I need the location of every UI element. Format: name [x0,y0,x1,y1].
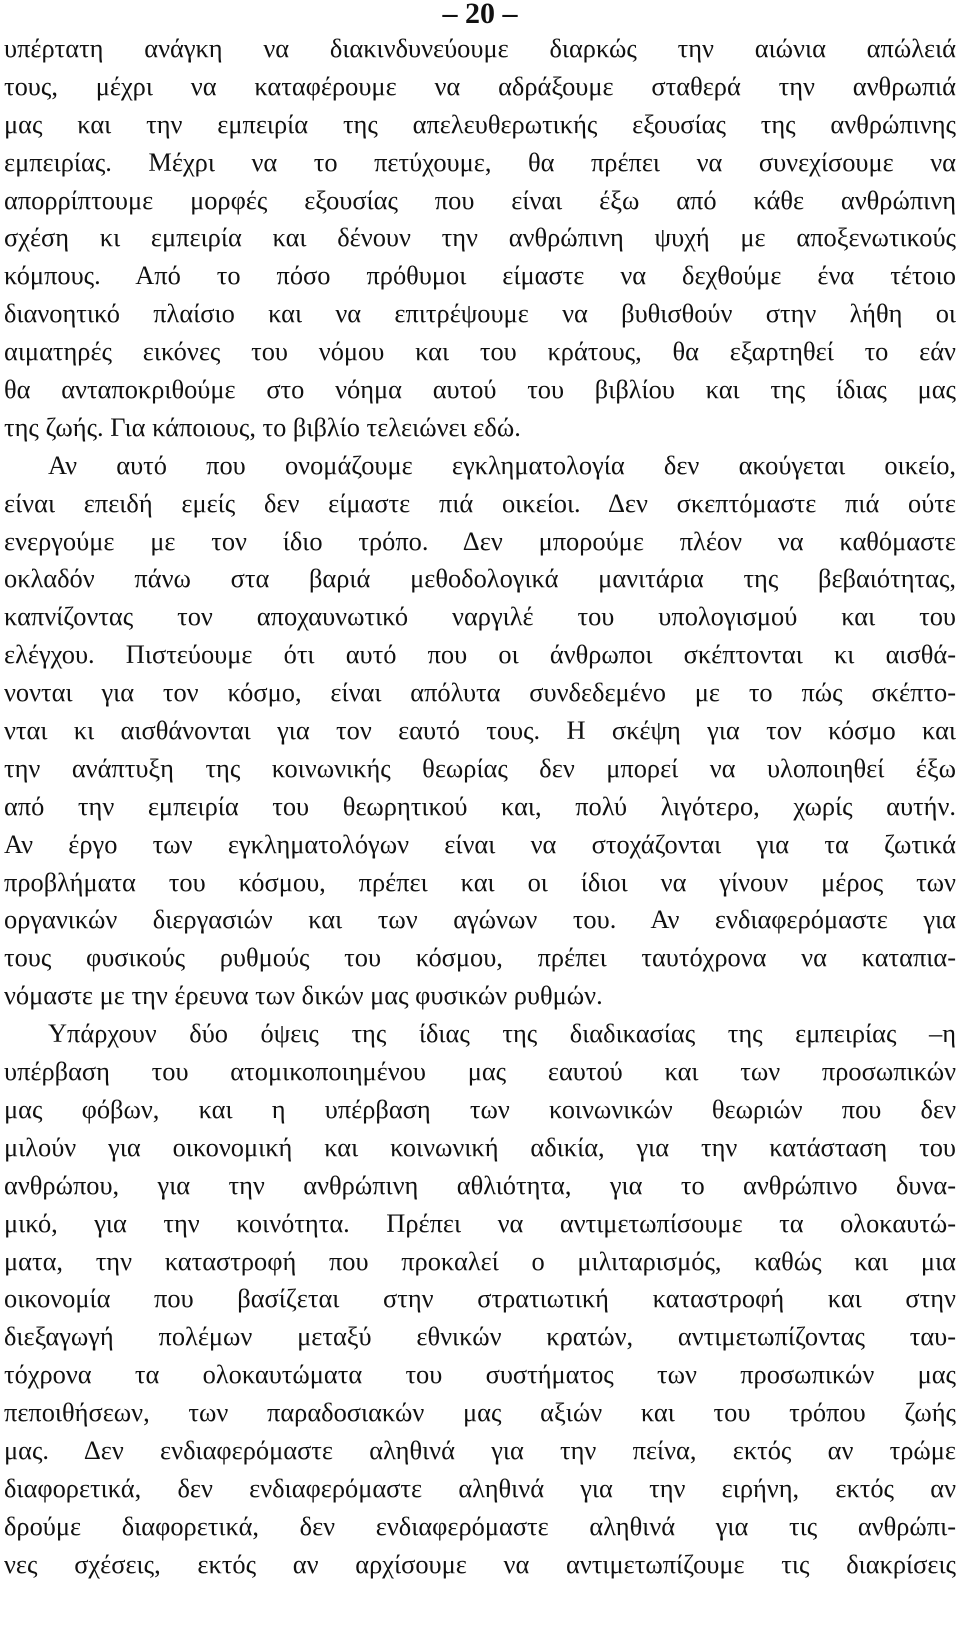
text-line: οκλαδόν πάνω στα βαριά μεθοδολογικά μανιτάρια της βεβαιότητας, [4,563,956,594]
text-line: σχέση κι εμπειρία και δένουν την ανθρώπινη ψυχή με αποξενωτικούς [4,222,956,253]
text-line: νόμαστε με την έρευνα των δικών μας φυσικών ρυθμών. [4,980,603,1011]
text-line: ελέγχου. Πιστεύουμε ότι αυτό που οι άνθρωποι σκέπτονται κι αισθά- [4,639,956,670]
text-line: διεξαγωγή πολέμων μεταξύ εθνικών κρατών, αντιμετωπίζοντας ταυ- [4,1321,956,1352]
text-line: νες σχέσεις, εκτός αν αρχίσουμε να αντιμετωπίζουμε τις διακρίσεις [4,1548,956,1579]
text-line: τους φυσικούς ρυθμούς του κόσμου, πρέπει ταυτόχρονα να καταπια- [4,942,956,973]
text-line: διαφορετικά, δεν ενδιαφερόμαστε αληθινά για την ειρήνη, εκτός αν [4,1472,956,1503]
text-line: της ζωής. Για κάποιους, το βιβλίο τελειώνει εδώ. [4,411,521,442]
text-line: Υπάρχουν δύο όψεις της ίδιας της διαδικασίας της εμπειρίας –η [48,1018,956,1049]
text-line: από την εμπειρία του θεωρητικού και, πολύ λιγότερο, χωρίς αυτήν. [4,790,956,821]
text-line: κόμπους. Από το πόσο πρόθυμοι είμαστε να δεχθούμε ένα τέτοιο [4,260,956,291]
text-line: μικό, για την κοινότητα. Πρέπει να αντιμετωπίσουμε τα ολοκαυτώ- [4,1207,956,1238]
text-line: πεποιθήσεων, των παραδοσιακών μας αξιών και του τρόπου ζωής [4,1397,956,1428]
text-line: υπέρτατη ανάγκη να διακινδυνεύουμε διαρκώς την αιώνια απώλειά [4,33,956,63]
text-line: ματα, την καταστροφή που προκαλεί ο μιλιταρισμός, καθώς και μια [4,1245,956,1276]
text-line: τόχρονα τα ολοκαυτώματα του συστήματος των προσωπικών μας [4,1359,956,1390]
text-line: εμπειρίας. Μέχρι να το πετύχουμε, θα πρέπει να συνεχίσουμε να [4,146,956,177]
text-line: είναι επειδή εμείς δεν είμαστε πιά οικείοι. Δεν σκεπτόμαστε πιά ούτε [4,487,956,518]
text-line: τους, μέχρι να καταφέρουμε να αδράξουμε σταθερά την ανθρωπιά [4,70,956,101]
text-line: νονται για τον κόσμο, είναι απόλυτα συνδεδεμένο με το πώς σκέπτο- [4,677,956,708]
text-line: οργανικών διεργασιών και των αγώνων του. Αν ενδιαφερόμαστε για [4,904,956,935]
text-line: μας και την εμπειρία της απελευθερωτικής εξουσίας της ανθρώπινης [4,108,956,139]
text-line: νται κι αισθάνονται για τον εαυτό τους. Η σκέψη για τον κόσμο και [4,715,956,746]
text-line: δρούμε διαφορετικά, δεν ενδιαφερόμαστε αληθινά για τις ανθρώπι- [4,1510,956,1541]
body-text [4,30,956,1584]
page-number: – 20 – [442,0,518,30]
text-line: ανθρώπου, για την ανθρώπινη αθλιότητα, για το ανθρώπινο δυνα- [4,1169,956,1200]
text-line: προβλήματα του κόσμου, πρέπει και οι ίδιοι να γίνουν μέρος των [4,866,956,897]
text-line: οικονομία που βασίζεται στην στρατιωτική καταστροφή και στην [4,1283,956,1314]
text-line: μιλούν για οικονομική και κοινωνική αδικία, για την κατάσταση του [4,1131,956,1162]
text-line: απορρίπτουμε μορφές εξουσίας που είναι έξω από κάθε ανθρώπινη [4,184,956,215]
text-line: αιματηρές εικόνες του νόμου και του κράτους, θα εξαρτηθεί το εάν [4,336,956,367]
text-line: υπέρβαση του ατομικοποιημένου μας εαυτού και των προσωπικών [4,1056,956,1087]
text-line: μας. Δεν ενδιαφερόμαστε αληθινά για την πείνα, εκτός αν τρώμε [4,1434,956,1465]
text-line: ενεργούμε με τον ίδιο τρόπο. Δεν μπορούμε πλέον να καθόμαστε [4,525,956,556]
text-line: θα ανταποκριθούμε στο νόημα αυτού του βιβλίου και της ίδιας μας [4,374,956,405]
text-line: μας φόβων, και η υπέρβαση των κοινωνικών θεωριών που δεν [4,1093,956,1124]
text-line: Αν αυτό που ονομάζουμε εγκληματολογία δεν ακούγεται οικείο, [48,449,956,480]
text-line: Αν έργο των εγκληματολόγων είναι να στοχάζονται για τα ζωτικά [4,828,956,859]
text-line: την ανάπτυξη της κοινωνικής θεωρίας δεν μπορεί να υλοποιηθεί έξω [4,752,956,783]
text-line: διανοητικό πλαίσιο και να επιτρέψουμε να βυθισθούν στην λήθη οι [4,298,956,329]
text-line: καπνίζοντας τον αποχαυνωτικό ναργιλέ του υπολογισμού και του [4,601,956,632]
